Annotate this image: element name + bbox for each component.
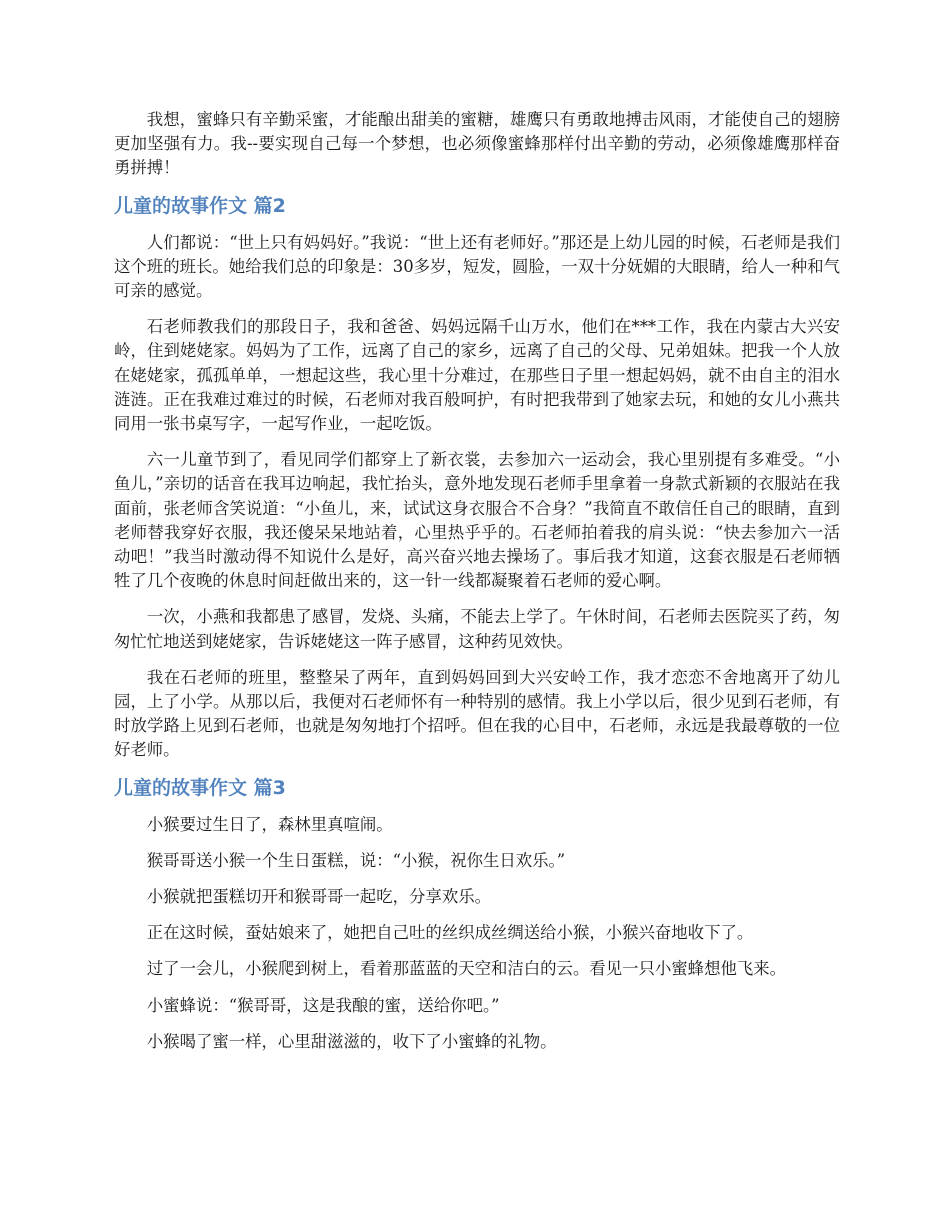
section-3-paragraph: 过了一会儿，小猴爬到树上，看着那蓝蓝的天空和洁白的云。看见一只小蜜蜂想他飞来。 [146, 959, 787, 979]
section-2-paragraph: 石老师教我们的那段日子，我和爸爸、妈妈远隔千山万水，他们在***工作，我在内蒙古大兴安岭，住到姥姥家。妈妈为了工作，远离了自己的家乡，远离了自己的父母、兄弟姐妹。把我一个人放在姥姥家，孤孤单单，一想起这些，我心里十分难过，在那些日子里一想起妈妈，就不由自主的泪水涟涟。正在我难过难过的时候，石老师对我百般呵护，有时把我带到了她家去玩，和她的女儿小燕共同用一张书桌写字，一起写作业，一起吃饭。 [114, 317, 840, 434]
section-3-paragraph: 小猴要过生日了，森林里真喧闹。 [146, 814, 393, 834]
section-3-paragraph: 正在这时候，蚕姑娘来了，她把自己吐的丝织成丝绸送给小猴，小猴兴奋地收下了。 [146, 923, 754, 943]
section-heading-3: 儿童的故事作文 篇3 [114, 776, 286, 799]
section-3-paragraph: 小蜜蜂说：“猴哥哥，这是我酿的蜜，送给你吧。” [146, 995, 500, 1015]
section-2-paragraph: 人们都说：“世上只有妈妈好。”我说：“世上还有老师好。”那还是上幼儿园的时候，石老师是我们这个班的班长。她给我们总的印象是：30多岁，短发，圆脸，一双十分妩媚的大眼睛，给人一种和气可亲的感觉。 [114, 232, 840, 301]
section-2-paragraph: 我在石老师的班里，整整呆了两年，直到妈妈回到大兴安岭工作，我才恋恋不舍地离开了幼儿园，上了小学。从那以后，我便对石老师怀有一种特别的感情。我上小学以后，很少见到石老师，有时放学路上见到石老师，也就是匆匆地打个招呼。但在我的心目中，石老师，永远是我最尊敬的一位好老师。 [114, 667, 840, 760]
section-heading-2: 儿童的故事作文 篇2 [114, 194, 286, 217]
section-3-paragraph: 猴哥哥送小猴一个生日蛋糕，说：“小猴，祝你生日欢乐。” [146, 850, 566, 870]
section-3-paragraph: 小猴喝了蜜一样，心里甜滋滋的，收下了小蜜蜂的礼物。 [146, 1031, 557, 1051]
document-page [114, 108, 840, 1066]
intro-paragraph: 我想，蜜蜂只有辛勤采蜜，才能酿出甜美的蜜糖，雄鹰只有勇敢地搏击风雨，才能使自己的翅膀更加坚强有力。我--要实现自己每一个梦想，也必须像蜜蜂那样付出辛勤的劳动，必须像雄鹰那样奋勇拼搏！ [114, 110, 840, 178]
section-2-paragraph: 一次，小燕和我都患了感冒，发烧、头痛，不能去上学了。午休时间，石老师去医院买了药，匆匆忙忙地送到姥姥家，告诉姥姥这一阵子感冒，这种药见效快。 [114, 607, 840, 651]
section-3-paragraph: 小猴就把蛋糕切开和猴哥哥一起吃，分享欢乐。 [146, 887, 491, 907]
section-2-paragraph: 六一儿童节到了，看见同学们都穿上了新衣裳，去参加六一运动会，我心里别提有多难受。“小鱼儿，”亲切的话音在我耳边响起，我忙抬头，意外地发现石老师手里拿着一身款式新颖的衣服站在我面前，张老师含笑说道：“小鱼儿，来，试试这身衣服合不合身？”我简直不敢信任自己的眼睛，直到老师替我穿好衣服，我还傻呆呆地站着，心里热乎乎的。石老师拍着我的肩头说：“快去参加六一活动吧！”我当时激动得不知说什么是好，高兴奋兴地去操场了。事后我才知道，这套衣服是石老师牺牲了几个夜晚的休息时间赶做出来的，这一针一线都凝聚着石老师的爱心啊。 [114, 450, 840, 591]
